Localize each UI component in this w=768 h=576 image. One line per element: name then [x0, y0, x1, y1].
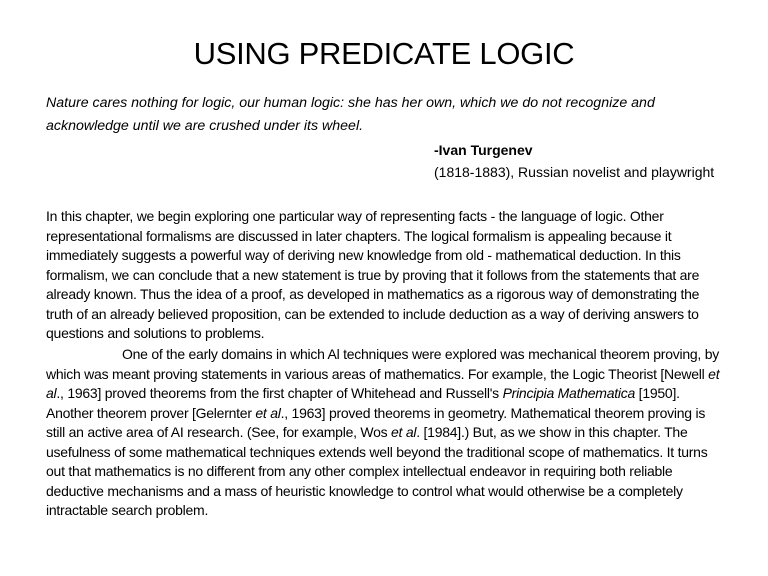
- paragraph-2-text: [1950]. Another theorem prover [Gelernter: [46, 385, 680, 421]
- epigraph-quote: Nature cares nothing for logic, our human logic: she has her own, which we do not recognize and acknowledge until we are crushed under its wheel.: [46, 95, 655, 134]
- paragraph-2-text: . [1984].) But, as we show in this chapter. The usefulness of some mathematical techniques extends well beyond the traditional scope of mathematics. It turns out that mathematics is no different from any other complex intellectual endeavor in requiring both reliable deductive mechanisms and a mass of heuristic knowledge to control what would otherwise be a completely intractable search problem.: [46, 424, 708, 518]
- epigraph-bio: (1818-1883), Russian novelist and playwright: [434, 164, 715, 180]
- body-paragraph-1: In this chapter, we begin exploring one particular way of representing facts - the language of logic. Other representational formalisms are discussed in later chapters. The logical formalism is appealing because it immediately suggests a powerful way of deriving new knowledge from old - mathematical deduction. In this formalism, we can conclude that a new statement is true by proving that it follows from the statements that are already known. Thus the idea of a proof, as developed in mathematics as a rigorous way of demonstrating the truth of an already believed proposition, can be extended to include deduction as a way of deriving answers to questions and solutions to problems.: [46, 208, 700, 341]
- paragraph-2-text: ., 1963] proved theorems in geometry. Mathematical theorem proving is still an active area of AI research. (See, for example, Wos: [46, 404, 706, 440]
- epigraph-author: -Ivan Turgenev: [434, 142, 533, 158]
- citation-et-al: et al: [46, 365, 720, 401]
- paragraph-2-text: ., 1963] proved theorems from the first chapter of Whitehead and Russell's: [56, 385, 503, 401]
- paragraph-2-text: One of the early domains in which Al techniques were explored was mechanical theorem proving, by which was meant proving statements in various areas of mathematics. For example, the Logic Theorist [Newell: [46, 346, 719, 382]
- slide-title: USING PREDICATE LOGIC: [193, 36, 575, 71]
- book-title: Principia Mathematica: [502, 385, 636, 401]
- citation-et-al: et al: [391, 424, 417, 440]
- body-paragraph-2: [46, 345, 726, 521]
- citation-et-al: et al: [255, 404, 281, 421]
